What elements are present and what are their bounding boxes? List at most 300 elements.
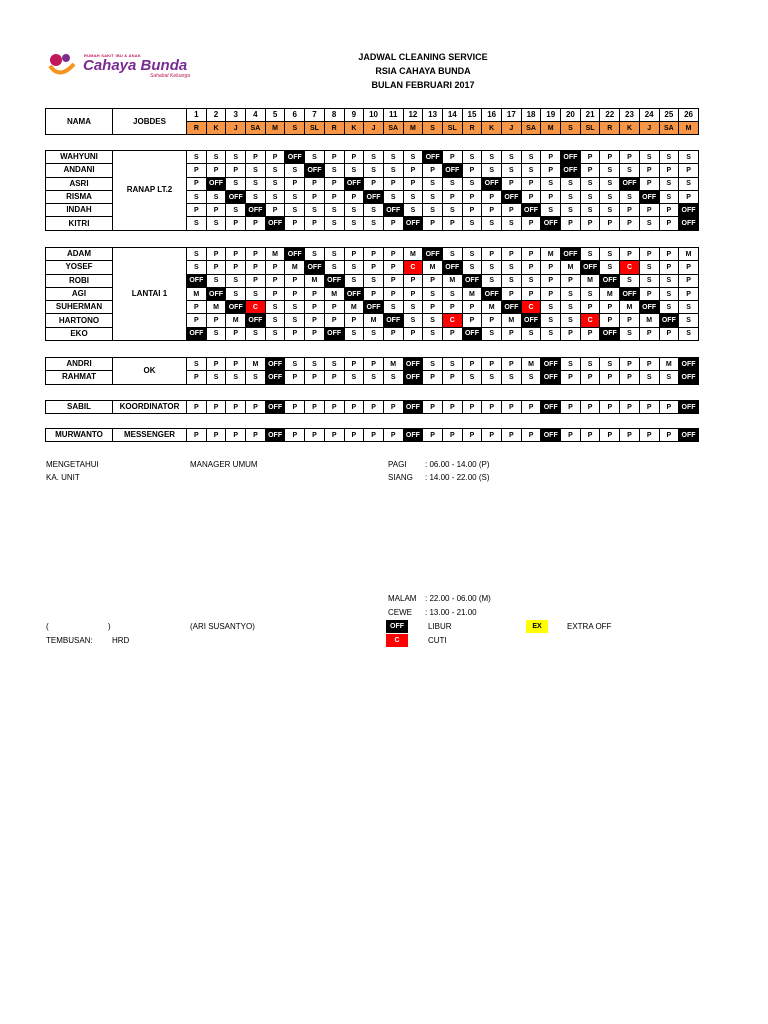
day-number: 2 [206, 109, 226, 122]
shift-cell: S [659, 274, 679, 287]
shift-cell: P [482, 248, 502, 261]
shift-cell: S [659, 177, 679, 190]
hospital-logo [46, 50, 206, 80]
shift-cell: S [659, 190, 679, 203]
shift-cell: P [679, 274, 699, 287]
signature-paren-open: ( [46, 622, 49, 631]
shift-cell: S [246, 177, 266, 190]
day-number: 6 [285, 109, 305, 122]
shift-cell: S [226, 204, 246, 217]
shift-cell: C [442, 314, 462, 327]
shift-cell: P [324, 177, 344, 190]
shift-cell: P [639, 248, 659, 261]
shift-cell: OFF [679, 371, 699, 384]
shift-cell: P [423, 401, 443, 414]
weekday-cell: J [226, 122, 246, 135]
shift-cell: M [305, 274, 325, 287]
shift-cell: S [344, 371, 364, 384]
shift-cell: OFF [600, 327, 620, 340]
shift-cell: P [324, 314, 344, 327]
shift-cell: OFF [502, 190, 522, 203]
shift-cell: P [639, 177, 659, 190]
employee-name: SABIL [46, 401, 113, 414]
shift-cell: S [679, 151, 699, 164]
shift-cell: OFF [620, 287, 640, 300]
shift-cell: P [324, 371, 344, 384]
shift-cell: S [187, 358, 207, 371]
shift-cell: S [620, 164, 640, 177]
shift-cell: P [403, 177, 423, 190]
shift-cell: P [521, 287, 541, 300]
shift-cell: P [344, 429, 364, 442]
shift-cell: P [659, 217, 679, 230]
legend-pagi-time: : 06.00 - 14.00 (P) [425, 460, 490, 469]
shift-cell: P [442, 327, 462, 340]
shift-cell: OFF [462, 327, 482, 340]
shift-cell: P [226, 261, 246, 274]
shift-cell: S [364, 327, 384, 340]
weekday-cell: S [423, 122, 443, 135]
shift-cell: P [561, 327, 581, 340]
shift-cell: S [187, 151, 207, 164]
shift-cell: P [265, 204, 285, 217]
shift-cell: S [580, 287, 600, 300]
shift-cell: P [600, 151, 620, 164]
table-row [46, 401, 699, 414]
shift-cell: S [600, 190, 620, 203]
shift-cell: P [600, 371, 620, 384]
weekday-cell: K [620, 122, 640, 135]
shift-cell: P [502, 204, 522, 217]
table-row [46, 429, 699, 442]
shift-cell: S [403, 151, 423, 164]
shift-cell: S [403, 204, 423, 217]
shift-cell: OFF [344, 177, 364, 190]
shift-cell: S [324, 248, 344, 261]
shift-cell: P [541, 164, 561, 177]
shift-cell: S [206, 151, 226, 164]
weekday-cell: J [502, 122, 522, 135]
shift-cell: P [265, 261, 285, 274]
shift-cell: P [206, 401, 226, 414]
shift-cell: OFF [403, 358, 423, 371]
shift-cell: OFF [561, 248, 581, 261]
shift-cell: OFF [541, 358, 561, 371]
employee-name: RISMA [46, 190, 113, 203]
group-table [45, 150, 699, 231]
shift-cell: P [226, 429, 246, 442]
shift-cell: OFF [206, 177, 226, 190]
weekday-cell: M [403, 122, 423, 135]
shift-cell: M [639, 314, 659, 327]
shift-cell: S [442, 177, 462, 190]
shift-cell: S [265, 327, 285, 340]
shift-cell: S [324, 217, 344, 230]
shift-cell: S [521, 151, 541, 164]
shift-cell: P [305, 371, 325, 384]
shift-cell: P [561, 274, 581, 287]
shift-cell: S [580, 204, 600, 217]
shift-cell: P [561, 429, 581, 442]
shift-cell: P [364, 358, 384, 371]
shift-cell: S [639, 371, 659, 384]
shift-cell: P [442, 301, 462, 314]
legend-ex-box: EX [526, 620, 548, 633]
shift-cell: S [324, 164, 344, 177]
weekday-cell: M [265, 122, 285, 135]
shift-cell: OFF [679, 204, 699, 217]
shift-cell: P [305, 217, 325, 230]
shift-cell: P [442, 217, 462, 230]
shift-cell: P [206, 429, 226, 442]
shift-cell: S [364, 204, 384, 217]
shift-cell: S [502, 164, 522, 177]
shift-cell: P [580, 429, 600, 442]
employee-name: INDAH [46, 204, 113, 217]
weekday-cell: S [285, 122, 305, 135]
shift-cell: S [482, 371, 502, 384]
shift-cell: OFF [561, 151, 581, 164]
shift-cell: S [305, 358, 325, 371]
logo-name: Cahaya Bunda [83, 57, 188, 74]
shift-cell: P [305, 287, 325, 300]
weekday-cell: R [324, 122, 344, 135]
shift-cell: S [265, 190, 285, 203]
shift-cell: P [187, 177, 207, 190]
shift-cell: S [561, 358, 581, 371]
shift-cell: P [462, 401, 482, 414]
shift-cell: OFF [521, 204, 541, 217]
shift-cell: P [659, 248, 679, 261]
employee-name: WAHYUNI [46, 151, 113, 164]
shift-cell: P [561, 217, 581, 230]
shift-cell: S [600, 261, 620, 274]
legend-malam-time: : 22.00 - 06.00 (M) [425, 594, 491, 603]
shift-cell: OFF [679, 217, 699, 230]
shift-cell: P [226, 401, 246, 414]
shift-cell: P [521, 190, 541, 203]
shift-cell: OFF [541, 371, 561, 384]
shift-cell: P [285, 371, 305, 384]
shift-cell: P [580, 164, 600, 177]
shift-cell: P [561, 371, 581, 384]
shift-cell: S [364, 151, 384, 164]
shift-cell: S [541, 301, 561, 314]
logo-tagline: Sahabat Keluarga [150, 73, 191, 79]
shift-cell: S [561, 301, 581, 314]
tembusan-value: HRD [112, 636, 130, 645]
shift-cell: OFF [265, 217, 285, 230]
shift-cell: P [383, 217, 403, 230]
shift-cell: P [206, 164, 226, 177]
shift-cell: OFF [246, 314, 266, 327]
shift-cell: S [462, 371, 482, 384]
day-number: 20 [561, 109, 581, 122]
shift-cell: P [285, 401, 305, 414]
shift-cell: P [403, 274, 423, 287]
legend-malam: MALAM [388, 594, 417, 603]
shift-cell: OFF [206, 287, 226, 300]
group-table [45, 400, 699, 414]
shift-cell: P [383, 248, 403, 261]
shift-cell: P [679, 190, 699, 203]
shift-cell: S [423, 358, 443, 371]
shift-cell: OFF [403, 217, 423, 230]
shift-cell: P [600, 217, 620, 230]
legend-libur: LIBUR [428, 622, 452, 631]
day-number: 4 [246, 109, 266, 122]
day-number: 14 [442, 109, 462, 122]
jobdes-cell: OK [113, 358, 187, 385]
shift-cell: S [482, 151, 502, 164]
shift-cell: P [561, 401, 581, 414]
weekday-cell: SA [659, 122, 679, 135]
shift-cell: P [285, 327, 305, 340]
employee-name: RAHMAT [46, 371, 113, 384]
shift-cell: P [442, 151, 462, 164]
shift-cell: S [639, 217, 659, 230]
shift-cell: S [383, 164, 403, 177]
shift-cell: S [383, 151, 403, 164]
shift-cell: S [442, 248, 462, 261]
shift-cell: P [364, 248, 384, 261]
shift-cell: S [462, 248, 482, 261]
shift-cell: S [226, 371, 246, 384]
shift-cell: S [462, 261, 482, 274]
shift-cell: P [285, 217, 305, 230]
shift-cell: P [659, 327, 679, 340]
shift-cell: P [462, 164, 482, 177]
shift-cell: P [541, 190, 561, 203]
shift-cell: S [383, 371, 403, 384]
legend-pagi: PAGI [388, 460, 407, 469]
shift-cell: P [502, 429, 522, 442]
shift-cell: S [246, 327, 266, 340]
shift-cell: S [187, 261, 207, 274]
shift-cell: OFF [580, 261, 600, 274]
shift-cell: OFF [541, 401, 561, 414]
shift-cell: P [383, 274, 403, 287]
shift-cell: S [442, 287, 462, 300]
shift-cell: P [482, 358, 502, 371]
shift-cell: OFF [246, 204, 266, 217]
shift-cell: S [265, 314, 285, 327]
shift-cell: S [423, 177, 443, 190]
shift-cell: P [580, 401, 600, 414]
shift-cell: P [639, 287, 659, 300]
shift-cell: P [226, 217, 246, 230]
shift-cell: P [600, 314, 620, 327]
shift-cell: S [600, 164, 620, 177]
shift-cell: P [187, 204, 207, 217]
legend-cewe: CEWE [388, 608, 412, 617]
shift-cell: S [620, 274, 640, 287]
shift-cell: S [344, 204, 364, 217]
employee-name: ADAM [46, 248, 113, 261]
shift-cell: OFF [442, 164, 462, 177]
day-number: 9 [344, 109, 364, 122]
shift-cell: S [541, 327, 561, 340]
shift-cell: OFF [305, 164, 325, 177]
shift-cell: S [600, 248, 620, 261]
shift-cell: M [521, 358, 541, 371]
shift-cell: S [462, 151, 482, 164]
shift-cell: P [285, 177, 305, 190]
shift-cell: P [521, 177, 541, 190]
shift-cell: S [226, 274, 246, 287]
shift-cell: M [659, 358, 679, 371]
shift-cell: P [305, 314, 325, 327]
shift-cell: S [344, 274, 364, 287]
shift-cell: P [344, 358, 364, 371]
shift-cell: P [364, 401, 384, 414]
shift-cell: C [246, 301, 266, 314]
shift-cell: S [659, 301, 679, 314]
shift-cell: S [364, 274, 384, 287]
shift-cell: OFF [285, 248, 305, 261]
shift-cell: P [383, 287, 403, 300]
shift-cell: M [561, 261, 581, 274]
shift-cell: OFF [541, 429, 561, 442]
shift-cell: S [383, 301, 403, 314]
shift-cell: S [482, 217, 502, 230]
title-line-3: BULAN FEBRUARI 2017 [371, 80, 475, 90]
shift-cell: S [502, 261, 522, 274]
employee-name: SUHERMAN [46, 301, 113, 314]
shift-cell: P [502, 177, 522, 190]
shift-cell: P [521, 217, 541, 230]
weekday-cell: R [600, 122, 620, 135]
tembusan-label: TEMBUSAN: [46, 636, 93, 645]
shift-cell: OFF [423, 248, 443, 261]
shift-cell: OFF [324, 274, 344, 287]
shift-cell: P [659, 164, 679, 177]
shift-cell: M [442, 274, 462, 287]
weekday-cell: J [639, 122, 659, 135]
shift-cell: P [620, 151, 640, 164]
weekday-cell: S [561, 122, 581, 135]
shift-cell: P [442, 401, 462, 414]
shift-cell: P [580, 151, 600, 164]
shift-cell: P [246, 274, 266, 287]
shift-cell: OFF [187, 327, 207, 340]
jobdes-cell: RANAP LT.2 [113, 151, 187, 231]
day-number: 10 [364, 109, 384, 122]
shift-cell: OFF [187, 274, 207, 287]
shift-cell: S [226, 177, 246, 190]
weekday-cell: SL [442, 122, 462, 135]
day-number: 11 [383, 109, 403, 122]
shift-cell: S [541, 314, 561, 327]
shift-cell: S [344, 164, 364, 177]
shift-cell: S [246, 190, 266, 203]
weekday-cell: M [541, 122, 561, 135]
shift-cell: S [364, 371, 384, 384]
shift-cell: S [502, 274, 522, 287]
day-number: 25 [659, 109, 679, 122]
shift-cell: S [285, 164, 305, 177]
shift-cell: P [462, 301, 482, 314]
shift-cell: P [541, 261, 561, 274]
shift-cell: S [423, 314, 443, 327]
legend-cuti-box: C [386, 634, 408, 647]
shift-cell: M [364, 314, 384, 327]
shift-cell: OFF [403, 371, 423, 384]
legend-extra-off: EXTRA OFF [567, 622, 612, 631]
shift-cell: OFF [679, 429, 699, 442]
shift-cell: S [600, 177, 620, 190]
shift-cell: S [246, 287, 266, 300]
weekday-cell: K [206, 122, 226, 135]
shift-cell: P [600, 401, 620, 414]
shift-cell: OFF [659, 314, 679, 327]
day-number: 21 [580, 109, 600, 122]
shift-cell: C [521, 301, 541, 314]
shift-cell: P [265, 151, 285, 164]
shift-cell: S [600, 204, 620, 217]
shift-cell: P [305, 301, 325, 314]
shift-cell: P [482, 401, 502, 414]
shift-cell: P [639, 204, 659, 217]
shift-cell: C [580, 314, 600, 327]
shift-cell: S [206, 371, 226, 384]
day-number: 16 [482, 109, 502, 122]
shift-cell: S [187, 217, 207, 230]
shift-cell: P [206, 314, 226, 327]
shift-cell: S [482, 327, 502, 340]
shift-cell: OFF [462, 274, 482, 287]
shift-cell: P [580, 371, 600, 384]
shift-cell: S [364, 217, 384, 230]
shift-cell: P [442, 429, 462, 442]
shift-cell: S [265, 164, 285, 177]
shift-cell: P [206, 248, 226, 261]
day-number: 24 [639, 109, 659, 122]
shift-cell: S [403, 190, 423, 203]
shift-cell: S [285, 190, 305, 203]
shift-cell: P [639, 429, 659, 442]
weekday-cell: K [482, 122, 502, 135]
shift-cell: P [442, 190, 462, 203]
shift-cell: M [580, 274, 600, 287]
shift-cell: P [423, 274, 443, 287]
shift-cell: OFF [600, 274, 620, 287]
shift-cell: S [620, 327, 640, 340]
shift-cell: P [600, 429, 620, 442]
shift-cell: S [442, 204, 462, 217]
legend-siang-time: : 14.00 - 22.00 (S) [425, 473, 490, 482]
shift-cell: P [462, 314, 482, 327]
legend-off-box: OFF [386, 620, 408, 633]
shift-cell: P [521, 429, 541, 442]
shift-cell: P [324, 151, 344, 164]
day-number: 13 [423, 109, 443, 122]
employee-name: MURWANTO [46, 429, 113, 442]
shift-cell: P [364, 261, 384, 274]
shift-cell: P [482, 429, 502, 442]
shift-cell: P [246, 217, 266, 230]
shift-cell: OFF [344, 287, 364, 300]
table-row [46, 358, 699, 371]
shift-cell: S [423, 204, 443, 217]
shift-cell: P [620, 217, 640, 230]
manager-name: (ARI SUSANTYO) [190, 622, 255, 631]
shift-cell: P [305, 327, 325, 340]
shift-cell: M [502, 314, 522, 327]
shift-cell: S [265, 301, 285, 314]
shift-cell: M [541, 248, 561, 261]
shift-cell: P [620, 314, 640, 327]
